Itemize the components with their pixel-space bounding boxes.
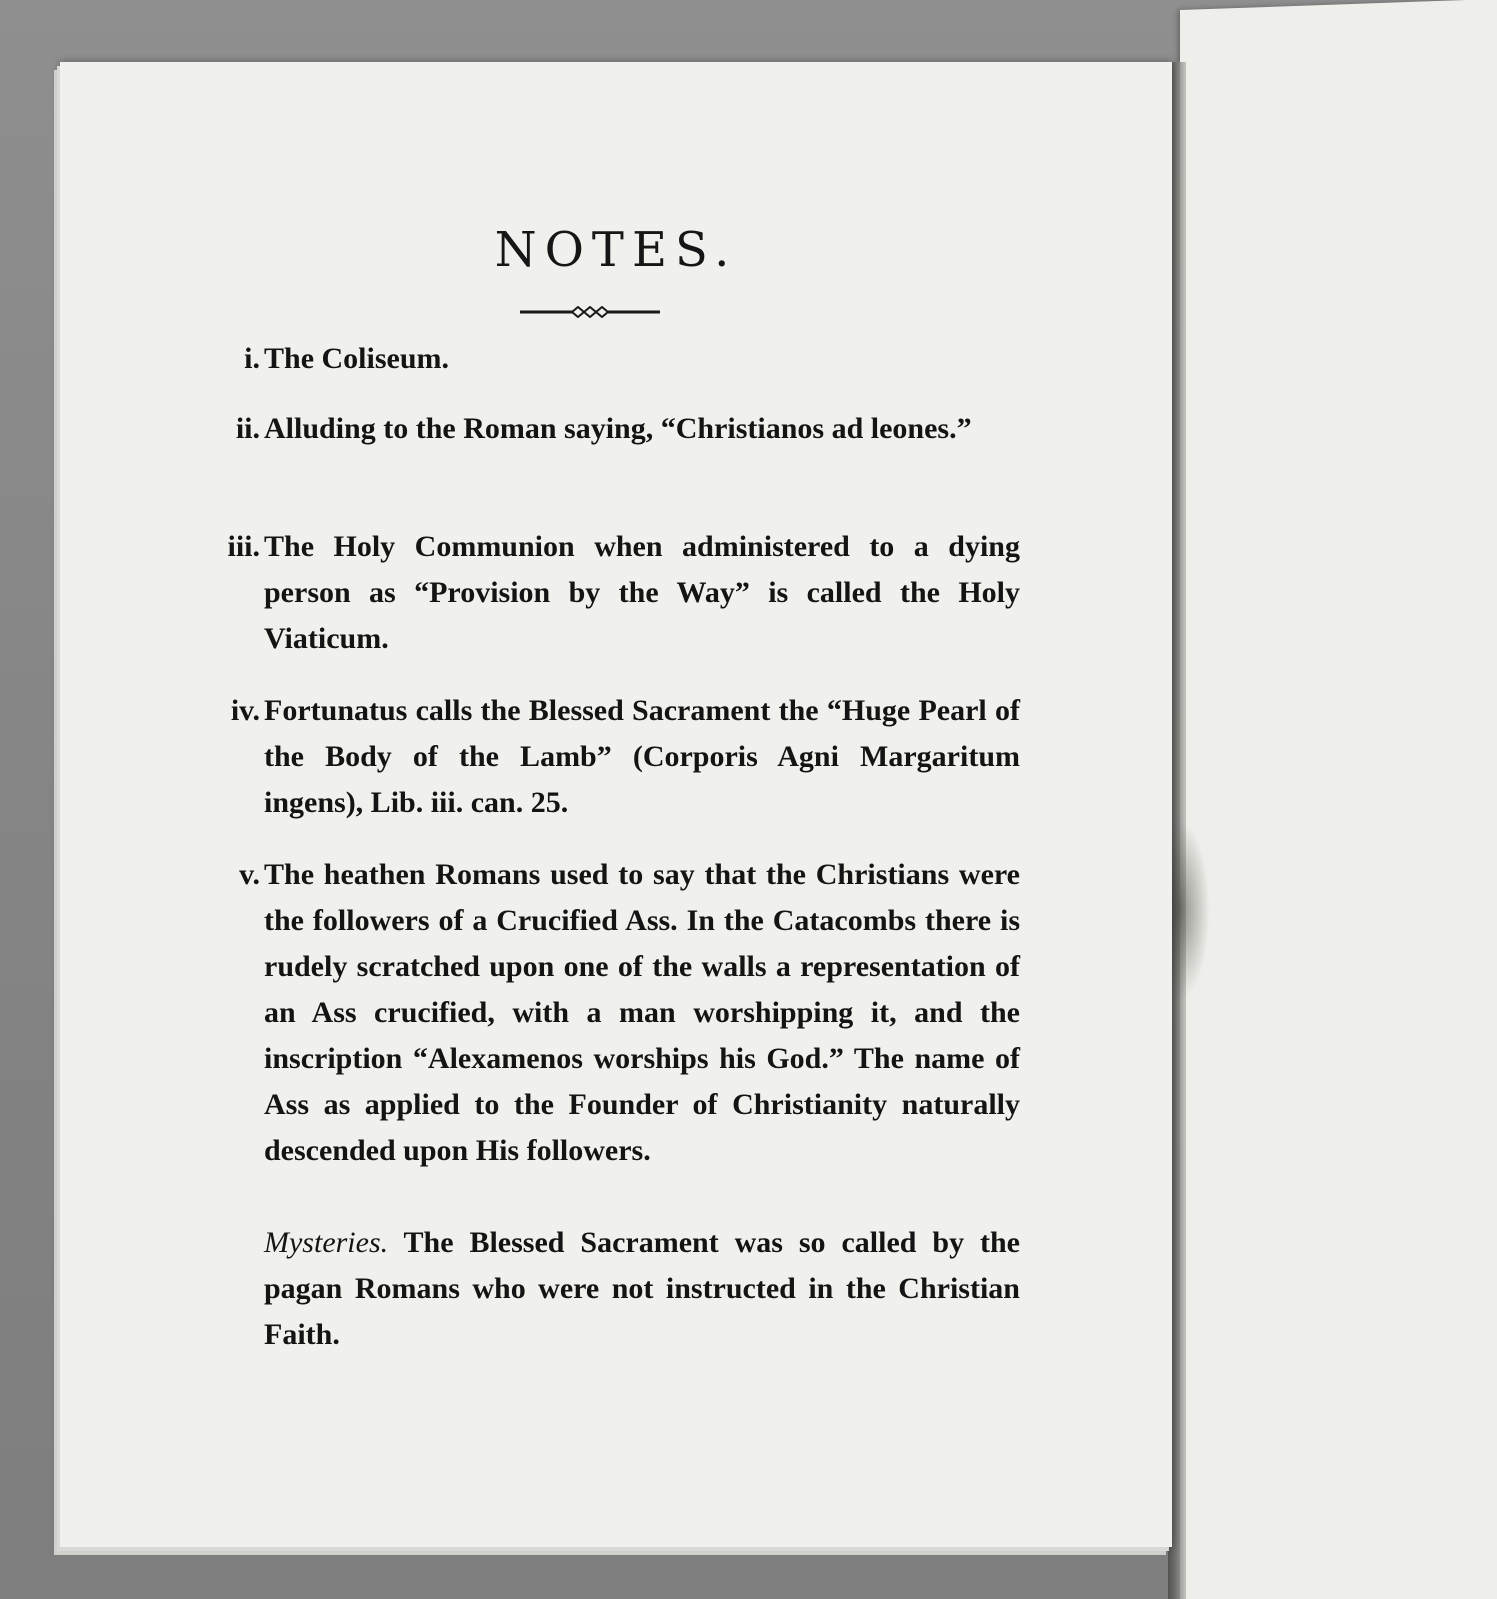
mysteries-term: Mysteries. (264, 1226, 389, 1259)
note-ii (200, 406, 1020, 452)
note-v (200, 852, 1020, 1174)
mysteries-note (200, 1220, 1020, 1358)
facing-page (1180, 0, 1497, 1599)
note-number: i. (244, 342, 260, 375)
mysteries-text: The Blessed Sacrament was so called by the pagan Romans who were not instructed in the Christian Faith. (264, 1226, 1020, 1351)
title-ornament (520, 306, 660, 318)
note-text: Fortunatus calls the Blessed Sacrament the “Huge Pearl of the Body of the Lamb” (Corporis Agni Margaritum ingens), Lib. iii. can. 25. (264, 694, 1020, 819)
page-title: NOTES. (494, 222, 738, 278)
notes-page (60, 62, 1172, 1547)
note-number: iv. (230, 694, 260, 727)
mysteries-body (264, 1220, 1020, 1358)
note-text: The Holy Communion when administered to a dying person as “Provision by the Way” is called the Holy Viaticum. (264, 530, 1020, 655)
note-iv (200, 688, 1020, 826)
note-text: The Coliseum. (264, 342, 450, 375)
note-number: v. (239, 858, 260, 891)
note-i (200, 336, 1020, 382)
note-iii (200, 524, 1020, 662)
note-text: The heathen Romans used to say that the Christians were the followers of a Crucified Ass. In the Catacombs there is rudely scratched upon one of the walls a representation of an Ass crucified, with a man worshipping it, and the inscription “Alexamenos worships his God.” The name of Ass as applied to the Founder of Christianity naturally descended upon His followers. (264, 858, 1020, 1167)
note-number: iii. (227, 530, 260, 563)
note-number: ii. (235, 412, 260, 445)
note-text: Alluding to the Roman saying, “Christianos ad leones.” (264, 412, 972, 445)
